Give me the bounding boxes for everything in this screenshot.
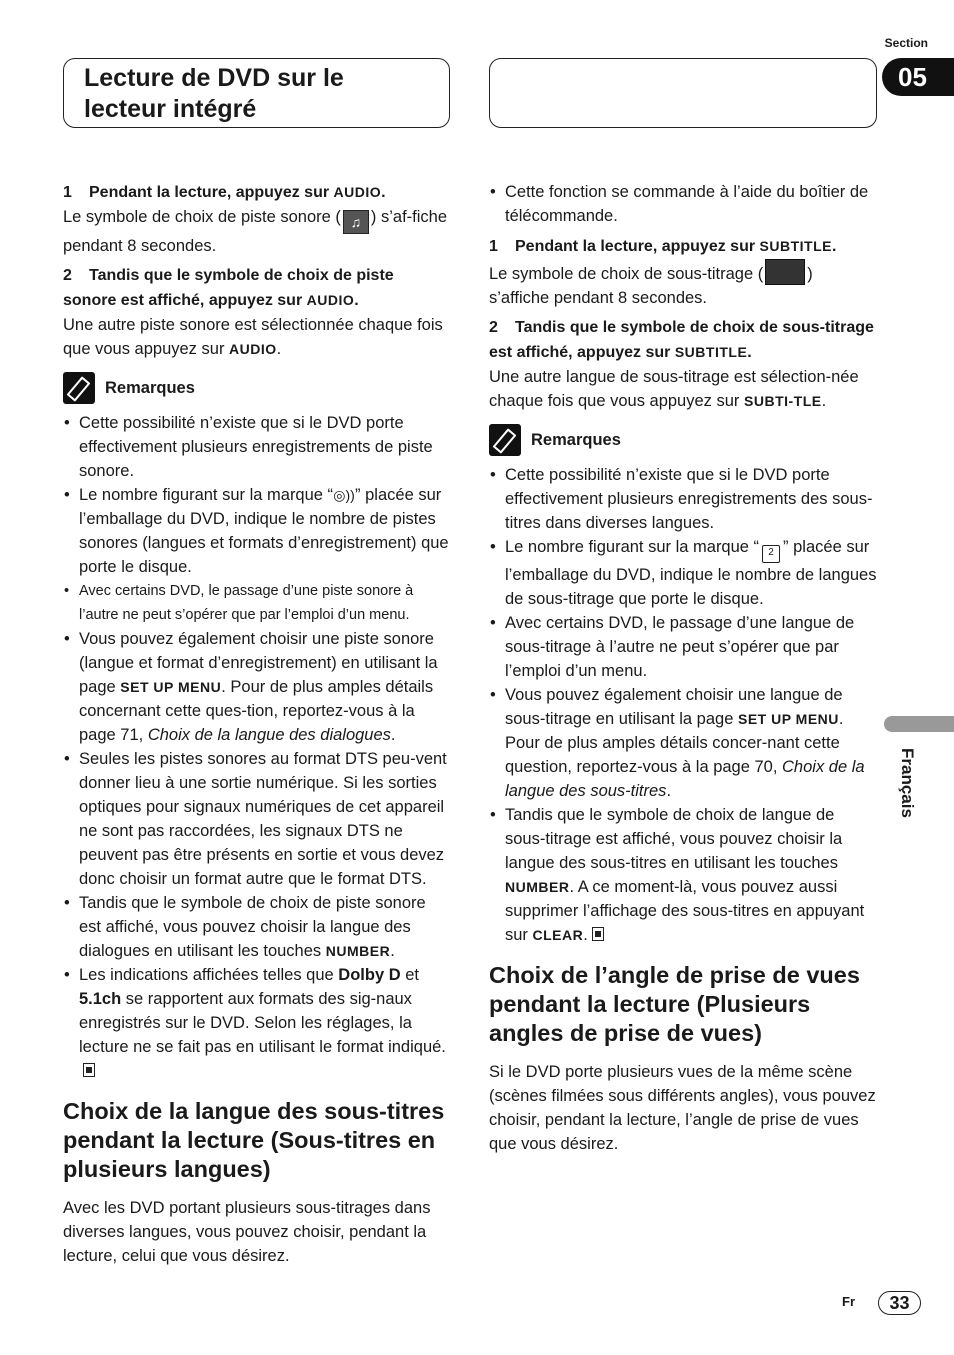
left-column [63,180,451,1268]
audio-tracks-mark-icon: ◎)) [333,487,355,503]
end-mark-icon [592,927,604,941]
notes-list [63,411,451,1083]
list-item: • Seules les pistes sonores au format DTS peu-vent donner lieu à une sortie numérique. Si les sorties optiques pour signaux numériques de cet appareil ne sont pas raccordées, les signaux DTS ne peuvent pas être présents en sortie et vous devez donc choisir un format autre que le format DTS. [63,747,451,891]
section-heading: Choix de la langue des sous-titres pendant la lecture (Sous-titres en plusieurs langues) [63,1098,445,1182]
notes-heading: Remarques [63,371,451,405]
page-number: 33 [878,1291,921,1315]
step-2: 2 Tandis que le symbole de choix de sous-titrage est affiché, appuyez sur SUBTITLE. [489,319,874,361]
page-title: Lecture de DVD sur le lecteur intégré [63,58,450,128]
list-item: • Les indications affichées telles que Dolby D et 5.1ch se rapportent aux formats des sig-naux enregistrés sur le DVD. Selon les réglages, la lecture ne se fait pas en utilisant le format indiqué. [63,963,451,1083]
audio-track-icon: ♫ [343,210,369,234]
pencil-icon [63,372,95,404]
pencil-icon [489,424,521,456]
section-desc: Si le DVD porte plusieurs vues de la même scène (scènes filmées sous différents angles), vous pouvez choisir, pendant la lecture, l’angle de prise de vues que vous désirez. [489,1063,876,1153]
list-item: • Avec certains DVD, le passage d’une piste sonore à l’autre ne peut s’opérer que par l’emploi d’un menu. [63,579,451,627]
language-label: Français [898,748,917,818]
list-item: • Cette possibilité n’existe que si le DVD porte effectivement plusieurs enregistrements des sous-titres dans diverses langues. [489,463,877,535]
list-item: • Le nombre figurant sur la marque “ 2 ” placée sur l’emballage du DVD, indique le nombre de langues de sous-titrage que porte le disque. [489,535,877,611]
notes-heading: Remarques [489,423,877,457]
step-2-desc: Une autre langue de sous-titrage est sélection-née chaque fois que vous appuyez sur SUBTI-TLE. [489,368,859,410]
footer-lang: Fr [842,1294,855,1309]
subtitles-mark-icon: 2 [762,545,780,563]
notes-list [489,463,877,947]
right-column [489,180,877,1156]
list-item: • Avec certains DVD, le passage d’une langue de sous-titrage à l’autre ne peut s’opérer que par l’emploi d’un menu. [489,611,877,683]
section-heading: Choix de l’angle de prise de vues pendant la lecture (Plusieurs angles de prise de vues) [489,962,860,1046]
list-item: • Le nombre figurant sur la marque “◎))” placée sur l’emballage du DVD, indique le nombre de pistes sonores (langues et formats d’enregistrement) que porte le disque. [63,483,451,579]
step-2-desc: Une autre piste sonore est sélectionnée chaque fois que vous appuyez sur AUDIO. [63,316,443,358]
list-item: • Cette possibilité n’existe que si le DVD porte effectivement plusieurs enregistrements de piste sonore. [63,411,451,483]
list-item: • Vous pouvez également choisir une langue de sous-titrage en utilisant la page SET UP MENU. Pour de plus amples détails concer-nant cette question, reportez-vous à la page 70, Choix de la langue des sous-titres. [489,683,877,803]
step-1-desc: Le symbole de choix de sous-titrage ( ) s’affiche pendant 8 secondes. [489,259,877,310]
step-2: 2 Tandis que le symbole de choix de piste sonore est affiché, appuyez sur AUDIO. [63,267,394,309]
step-1: 1 Pendant la lecture, appuyez sur SUBTITLE. [489,238,837,255]
title-box-empty [489,58,877,128]
step-1-desc: Le symbole de choix de piste sonore ( ♫ ) s’af-fiche pendant 8 secondes. [63,208,448,255]
section-label: Section [884,36,928,50]
section-desc: Avec les DVD portant plusieurs sous-titrages dans diverses langues, vous pouvez choisir, pendant la lecture, celui que vous désirez. [63,1199,431,1265]
language-tab [884,716,954,732]
subtitle-icon [765,259,805,285]
step-1: 1 Pendant la lecture, appuyez sur AUDIO. [63,184,386,201]
list-item: • Tandis que le symbole de choix de piste sonore est affiché, vous pouvez choisir la langue des dialogues en utilisant les touches NUMBER. [63,891,451,963]
list-item: • Cette fonction se commande à l’aide du boîtier de télécommande. [489,180,877,228]
section-number: 05 [882,58,954,96]
list-item: • Tandis que le symbole de choix de langue de sous-titrage est affiché, vous pouvez choisir la langue des sous-titres en utilisant les touches NUMBER. A ce moment-là, vous pouvez aussi supprimer l’affichage des sous-titres en appuyant sur CLEAR. [489,803,877,947]
list-item: • Vous pouvez également choisir une piste sonore (langue et format d’enregistrement) en utilisant la page SET UP MENU. Pour de plus amples détails concernant cette ques-tion, reportez-vous à la page 71, Choix de la langue des dialogues. [63,627,451,747]
end-mark-icon [83,1063,95,1077]
